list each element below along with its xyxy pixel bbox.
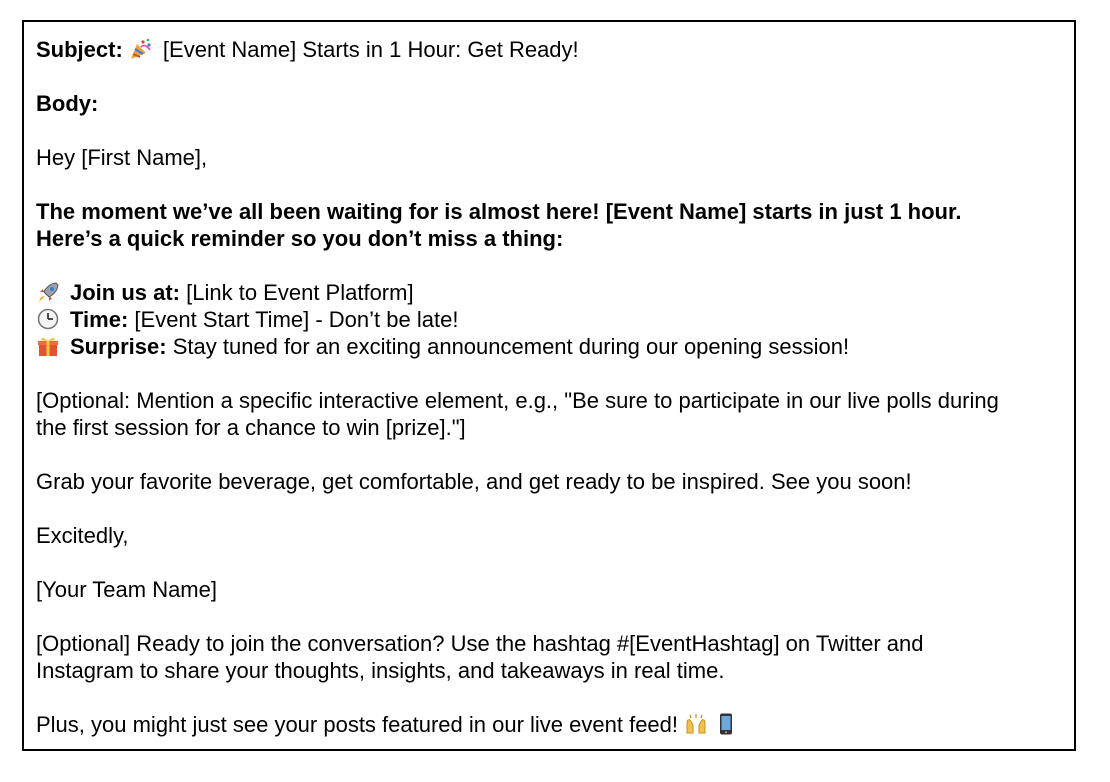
list-item-surprise (36, 333, 1062, 360)
grab-paragraph: Grab your favorite beverage, get comfortable, and get ready to be inspired. See you soon! (36, 469, 912, 494)
optional-line-1: [Optional: Mention a specific interactive element, e.g., "Be sure to participate in our live polls during (36, 388, 999, 413)
hashtag-paragraph (36, 630, 1062, 684)
hashtag-line-2: Instagram to share your thoughts, insights, and takeaways in real time. (36, 658, 725, 683)
plus-text: Plus, you might just see your posts featured in our live event feed! (36, 712, 679, 737)
greeting: Hey [First Name], (36, 145, 208, 170)
reminder-list (36, 279, 1062, 360)
list-item-text: [Link to Event Platform] (186, 280, 414, 305)
list-item-label: Time: (70, 307, 129, 332)
raising-hands-icon (684, 713, 708, 735)
list-item-label: Surprise: (70, 334, 167, 359)
subject-label: Subject: (36, 37, 123, 62)
clock-icon (36, 308, 60, 330)
subject-text: [Event Name] Starts in 1 Hour: Get Ready! (162, 37, 579, 62)
optional-paragraph (36, 387, 1062, 441)
email-draft-content (36, 36, 1062, 738)
party-popper-icon (129, 38, 153, 60)
team-name: [Your Team Name] (36, 577, 217, 602)
list-item-text: [Event Start Time] - Don’t be late! (134, 307, 459, 332)
list-item-join (36, 279, 1062, 306)
list-item-text: Stay tuned for an exciting announcement during our opening session! (172, 334, 850, 359)
hashtag-line-1: [Optional] Ready to join the conversation? Use the hashtag #[EventHashtag] on Twitter and (36, 631, 924, 656)
gift-icon (36, 335, 60, 357)
mobile-phone-icon (714, 713, 738, 735)
body-label: Body: (36, 91, 99, 116)
intro-line-1: The moment we’ve all been waiting for is almost here! [Event Name] starts in just 1 hour. (36, 199, 962, 224)
intro-line-2: Here’s a quick reminder so you don’t miss a thing: (36, 226, 564, 251)
rocket-icon (36, 281, 60, 303)
optional-line-2: the first session for a chance to win [prize]."] (36, 415, 466, 440)
signoff: Excitedly, (36, 523, 129, 548)
subject-line (36, 36, 1062, 63)
email-draft-frame (22, 20, 1076, 751)
plus-paragraph (36, 711, 1062, 738)
list-item-label: Join us at: (70, 280, 181, 305)
list-item-time (36, 306, 1062, 333)
intro-paragraph (36, 198, 1062, 252)
